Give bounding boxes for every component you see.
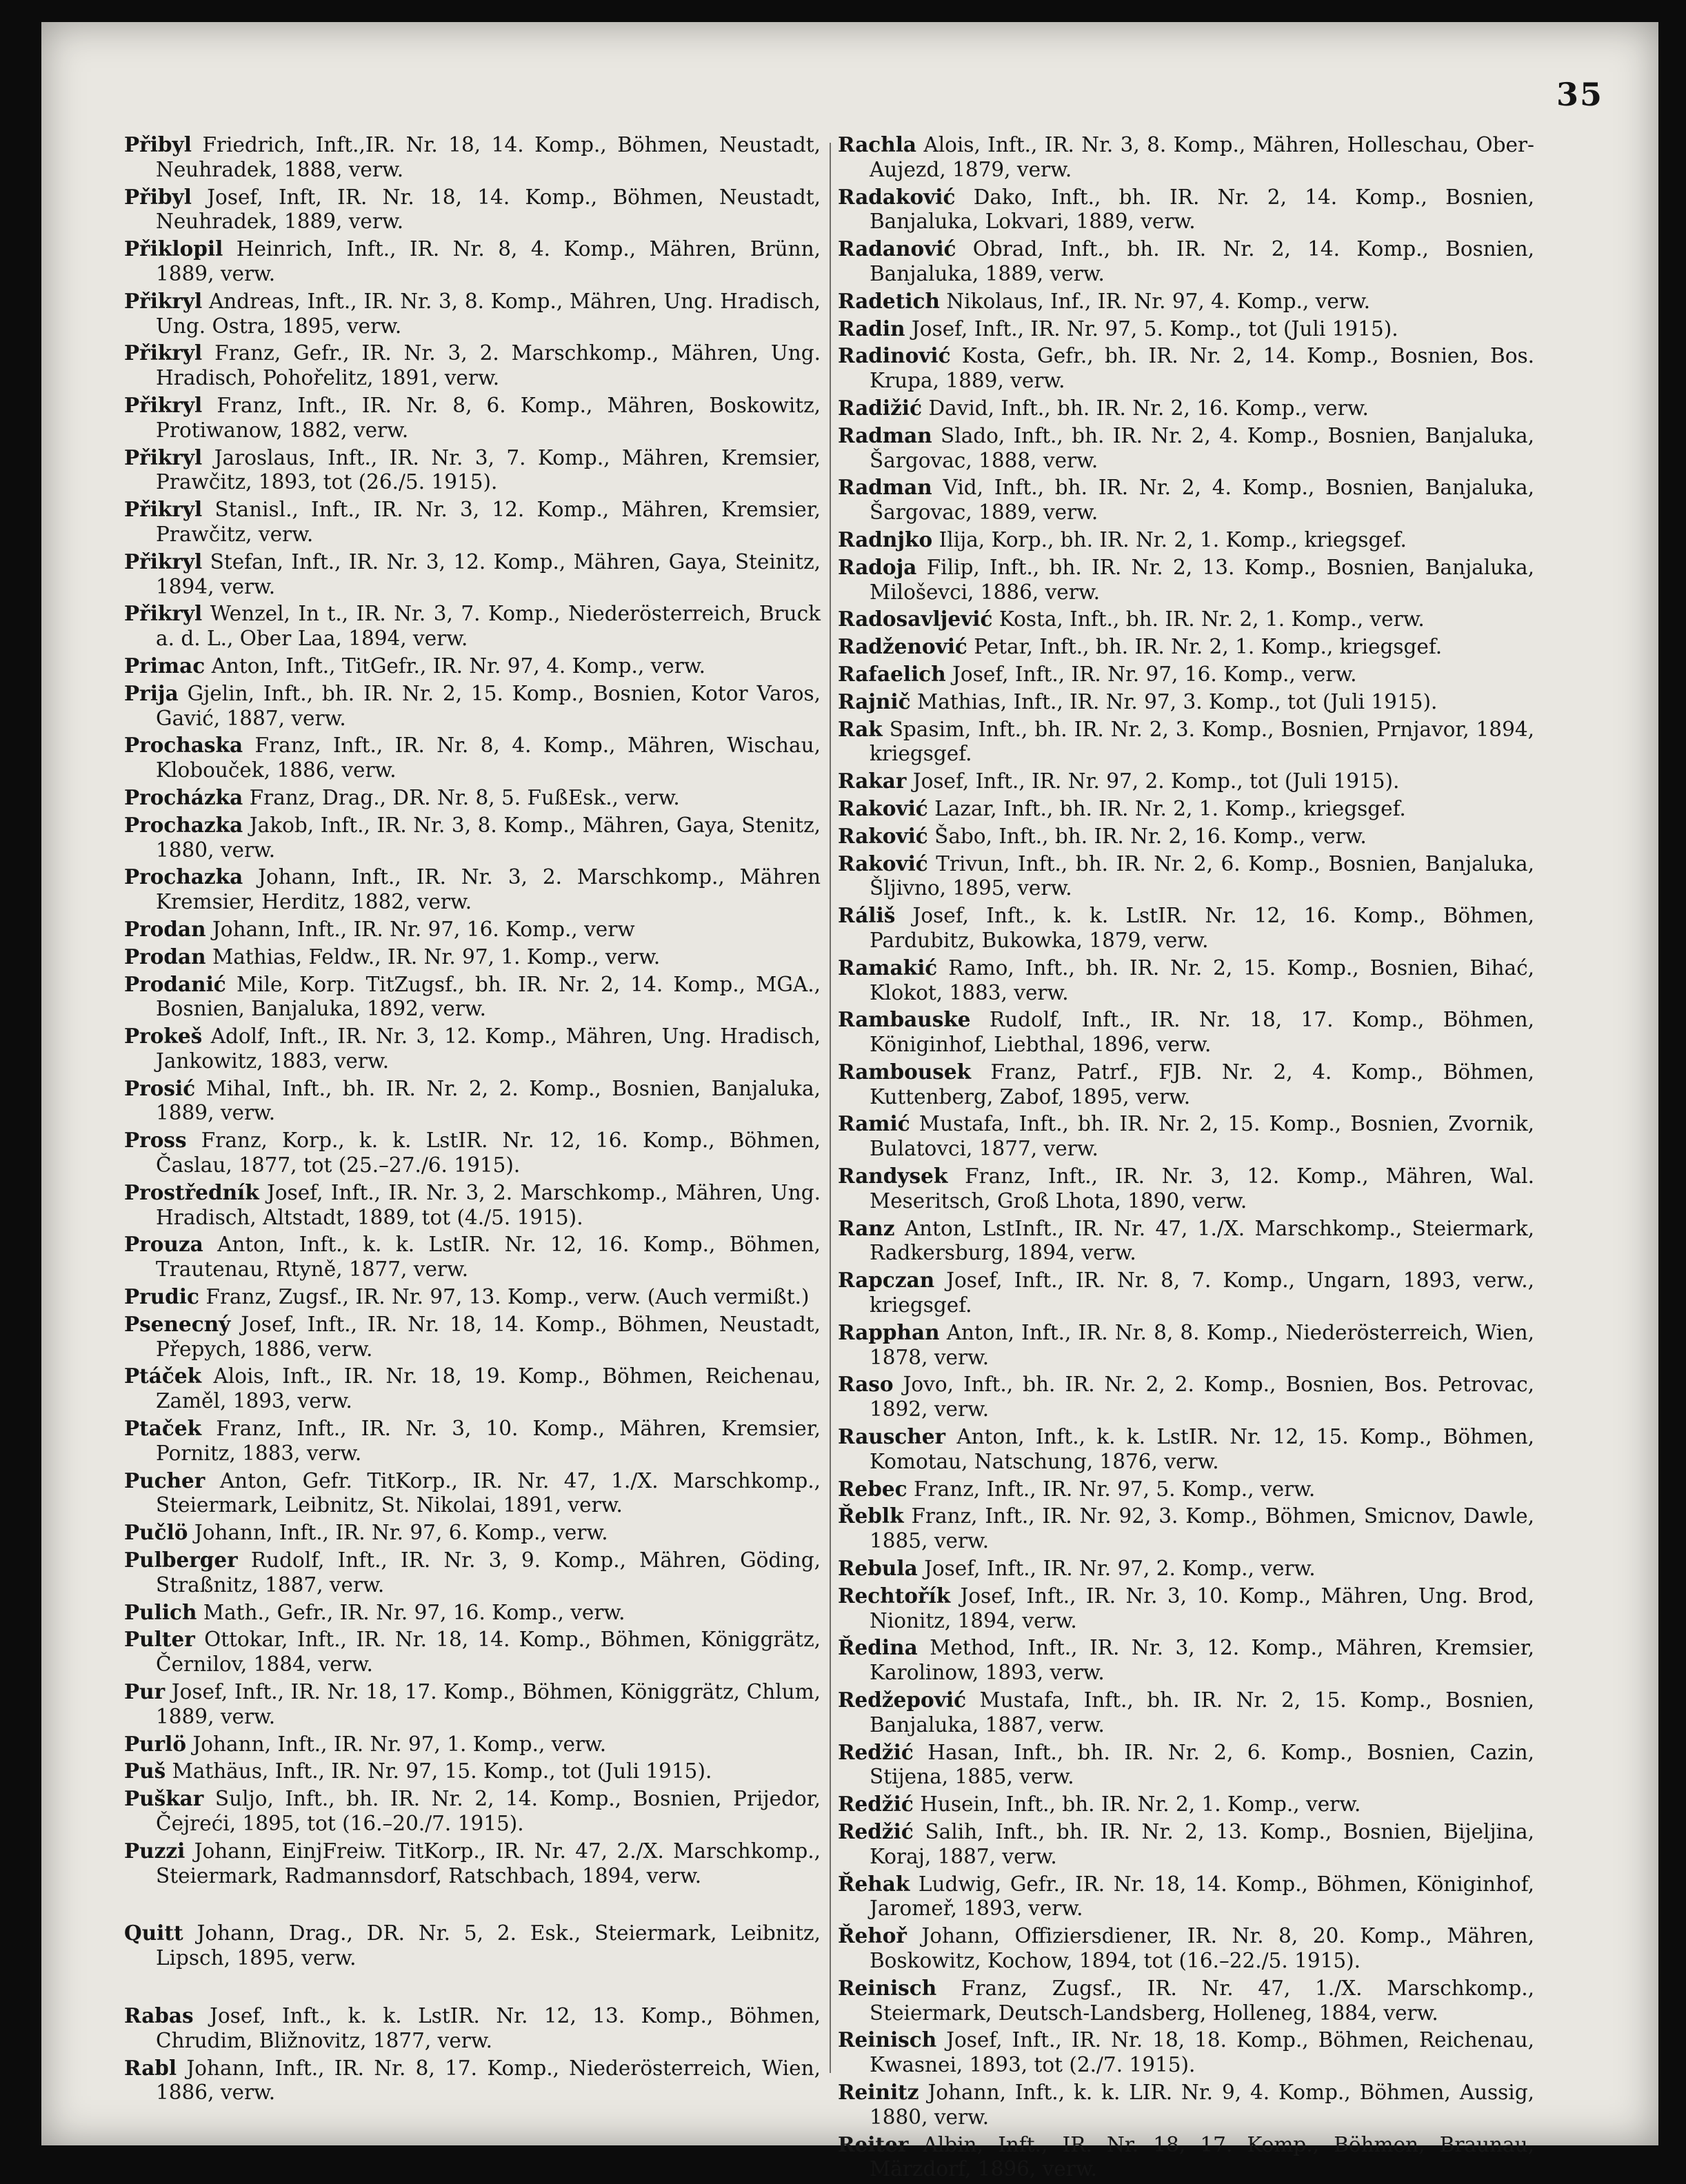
list-entry <box>838 689 1534 715</box>
entry-details: Ramo, Inft., bh. IR. Nr. 2, 15. Komp., Bosnien, Bihać, Klokot, 1883, verw. <box>870 956 1534 1004</box>
entry-details: Josef, Inft., k. k. LstIR. Nr. 12, 16. Komp., Böhmen, Pardubitz, Bukowka, 1879, verw. <box>870 904 1534 952</box>
entry-details: Franz, Patrf., FJB. Nr. 2, 4. Komp., Böhmen, Kuttenberg, Zabof, 1895, verw. <box>870 1060 1534 1109</box>
entry-surname: Raković <box>838 796 928 820</box>
entry-surname: Prouza <box>124 1232 203 1257</box>
entry-surname: Přikryl <box>124 392 203 417</box>
entry-surname: Radosavljević <box>838 607 993 631</box>
entry-details: Josef, Inft., IR. Nr. 18, 14. Komp., Böhmen, Neustadt, Přepych, 1886, verw. <box>156 1312 821 1361</box>
entry-details: Salih, Inft., bh. IR. Nr. 2, 13. Komp., Bosnien, Bijeljina, Koraj, 1887, verw. <box>870 1820 1534 1868</box>
list-entry <box>124 1921 821 1971</box>
left-column <box>124 132 821 2107</box>
list-entry <box>124 785 821 811</box>
entry-surname: Prudic <box>124 1284 199 1309</box>
list-entry <box>124 813 821 863</box>
entry-surname: Rabas <box>124 2003 194 2028</box>
list-entry <box>838 1111 1534 1162</box>
entry-details: Jovo, Inft., bh. IR. Nr. 2, 2. Komp., Bosnien, Bos. Petrovac, 1892, verw. <box>870 1373 1534 1422</box>
column-divider <box>830 143 831 2073</box>
entry-surname: Rebula <box>838 1556 918 1581</box>
entry-details: Franz, Inft., IR. Nr. 8, 6. Komp., Mähren, Boskowitz, Protiwanow, 1882, verw. <box>156 393 821 442</box>
entry-surname: Radman <box>838 475 932 500</box>
entry-details: Josef, Inft., IR. Nr. 97, 2. Komp., verw. <box>924 1557 1316 1581</box>
list-entry <box>124 2056 821 2106</box>
list-entry <box>124 1416 821 1466</box>
entry-surname: Radin <box>838 316 905 341</box>
entry-surname: Řehak <box>838 1871 910 1896</box>
entry-surname: Ředina <box>838 1635 918 1660</box>
entry-surname: Pulberger <box>124 1548 238 1573</box>
list-entry <box>124 1759 821 1784</box>
list-entry <box>838 2080 1534 2130</box>
list-entry <box>838 1923 1534 1974</box>
entry-details: Franz, Zugsf., IR. Nr. 47, 1./X. Marschkomp., Steiermark, Deutsch-Landsberg, Holleneg, 1884, verw. <box>870 1976 1534 2025</box>
list-entry <box>124 1284 821 1310</box>
entry-details: Alois, Inft., IR. Nr. 3, 8. Komp., Mähren, Holleschau, Ober-Aujezd, 1879, verw. <box>870 133 1534 181</box>
list-entry <box>838 527 1534 553</box>
entry-surname: Radaković <box>838 184 956 209</box>
list-entry <box>838 1819 1534 1870</box>
list-entry <box>124 549 821 600</box>
list-entry <box>124 601 821 651</box>
entry-details: Vid, Inft., bh. IR. Nr. 2, 4. Komp., Bosnien, Banjaluka, Šargovac, 1889, verw. <box>870 476 1534 525</box>
list-entry <box>124 1520 821 1546</box>
entry-details: Anton, Inft., IR. Nr. 8, 8. Komp., Niederösterreich, Wien, 1878, verw. <box>870 1320 1534 1369</box>
entry-details: Anton, Inft., k. k. LstIR. Nr. 12, 16. Komp., Böhmen, Trautenau, Rtyně, 1877, verw. <box>156 1233 821 1282</box>
entry-details: Wenzel, In t., IR. Nr. 3, 7. Komp., Niederösterreich, Bruck a. d. L., Ober Laa, 1894, verw. <box>156 602 821 651</box>
list-entry <box>838 1477 1534 1502</box>
entry-details: Filip, Inft., bh. IR. Nr. 2, 13. Komp., Bosnien, Banjaluka, Miloševci, 1886, verw. <box>870 555 1534 604</box>
entry-details: Josef, Inft, IR. Nr. 18, 14. Komp., Böhmen, Neustadt, Neuhradek, 1889, verw. <box>156 185 821 234</box>
entry-details: Johann, Drag., DR. Nr. 5, 2. Esk., Steiermark, Leibnitz, Lipsch, 1895, verw. <box>156 1921 821 1970</box>
entry-surname: Přikryl <box>124 497 203 522</box>
entry-surname: Rapphan <box>838 1320 940 1344</box>
list-entry <box>124 1024 821 1074</box>
entry-surname: Prokeš <box>124 1024 203 1049</box>
section-gap <box>124 1973 821 2003</box>
entry-details: Johann, Inft., IR. Nr. 97, 1. Komp., verw. <box>192 1732 607 1756</box>
entry-surname: Raković <box>838 851 928 876</box>
entry-surname: Rabl <box>124 2055 177 2080</box>
entry-details: Friedrich, Inft.,IR. Nr. 18, 14. Komp., Böhmen, Neustadt, Neuhradek, 1888, verw. <box>156 133 821 181</box>
entry-surname: Rajnič <box>838 689 911 714</box>
list-entry <box>838 475 1534 525</box>
entry-details: Johann, Inft., k. k. LIR. Nr. 9, 4. Komp., Böhmen, Aussig, 1880, verw. <box>870 2080 1534 2129</box>
entry-surname: Rafaelich <box>838 661 946 686</box>
entry-surname: Prochaska <box>124 733 243 758</box>
entry-surname: Přikryl <box>124 601 203 626</box>
entry-details: Josef, Inft., IR. Nr. 97, 2. Komp., tot (Juli 1915). <box>912 769 1400 793</box>
list-entry <box>124 917 821 942</box>
list-entry <box>838 555 1534 605</box>
entry-surname: Prodan <box>124 916 206 941</box>
entry-details: Alois, Inft., IR. Nr. 18, 19. Komp., Böhmen, Reichenau, Zaměl, 1893, verw. <box>156 1364 821 1413</box>
entry-details: Petar, Inft., bh. IR. Nr. 2, 1. Komp., kriegsgef. <box>974 635 1443 659</box>
list-entry <box>124 1627 821 1677</box>
list-entry <box>124 1548 821 1598</box>
list-entry <box>124 972 821 1022</box>
entry-details: Slado, Inft., bh. IR. Nr. 2, 4. Komp., Bosnien, Banjaluka, Šargovac, 1888, verw. <box>870 423 1534 472</box>
list-entry <box>838 1268 1534 1318</box>
list-entry <box>124 341 821 391</box>
entry-details: Johann, Inft., IR. Nr. 97, 16. Komp., verw <box>212 917 635 941</box>
entry-details: Josef, Inft., IR. Nr. 18, 17. Komp., Böhmen, Königgrätz, Chlum, 1889, verw. <box>156 1680 821 1728</box>
entry-details: Obrad, Inft., bh. IR. Nr. 2, 14. Komp., Bosnien, Banjaluka, 1889, verw. <box>870 237 1534 285</box>
list-entry <box>124 733 821 783</box>
entry-details: Heinrich, Inft., IR. Nr. 8, 4. Komp., Mähren, Brünn, 1889, verw. <box>156 237 821 285</box>
entry-details: Franz, Gefr., IR. Nr. 3, 2. Marschkomp., Mähren, Ung. Hradisch, Pohořelitz, 1891, verw. <box>156 341 821 390</box>
entry-surname: Prostředník <box>124 1180 259 1204</box>
list-entry <box>838 717 1534 767</box>
list-entry <box>838 851 1534 902</box>
entry-details: Husein, Inft., bh. IR. Nr. 2, 1. Komp., verw. <box>920 1792 1361 1817</box>
entry-details: Josef, Inft., IR. Nr. 3, 10. Komp., Mähren, Ung. Brod, Nionitz, 1894, verw. <box>870 1584 1534 1632</box>
entry-details: Stanisl., Inft., IR. Nr. 3, 12. Komp., Mähren, Kremsier, Prawčitz, verw. <box>156 498 821 546</box>
section-gap <box>124 1890 821 1921</box>
entry-details: Mile, Korp. TitZugsf., bh. IR. Nr. 2, 14. Komp., MGA., Bosnien, Banjaluka, 1892, verw. <box>156 972 821 1021</box>
list-entry <box>124 289 821 339</box>
entry-surname: Reinitz <box>838 2079 919 2104</box>
entry-surname: Randysek <box>838 1164 948 1189</box>
entry-surname: Prodan <box>124 944 206 969</box>
entry-details: Josef, Inft., k. k. LstIR. Nr. 12, 13. Komp., Böhmen, Chrudim, Bližnovitz, 1877, verw. <box>156 2003 821 2052</box>
entry-details: Hasan, Inft., bh. IR. Nr. 2, 6. Komp., Bosnien, Cazin, Stijena, 1885, verw. <box>870 1740 1534 1789</box>
entry-details: Franz, Inft., IR. Nr. 92, 3. Komp., Böhmen, Smicnov, Dawle, 1885, verw. <box>870 1504 1534 1553</box>
entry-surname: Radinović <box>838 343 951 368</box>
list-entry <box>838 343 1534 394</box>
entry-details: Anton, Gefr. TitKorp., IR. Nr. 47, 1./X. Marschkomp., Steiermark, Leibnitz, St. Nikolai, 1891, verw. <box>156 1468 821 1517</box>
entry-surname: Procházka <box>124 785 243 809</box>
list-entry <box>124 236 821 287</box>
entry-details: Rudolf, Inft., IR. Nr. 18, 17. Komp., Böhmen, Königinhof, Liebthal, 1896, verw. <box>870 1008 1534 1057</box>
list-entry <box>838 1372 1534 1422</box>
list-entry <box>838 903 1534 953</box>
list-entry <box>124 944 821 970</box>
list-entry <box>838 1872 1534 1922</box>
entry-details: Method, Inft., IR. Nr. 3, 12. Komp., Mähren, Kremsier, Karolinow, 1893, verw. <box>870 1636 1534 1685</box>
list-entry <box>124 185 821 235</box>
entry-details: Ottokar, Inft., IR. Nr. 18, 14. Komp., Böhmen, Königgrätz, Černilov, 1884, verw. <box>156 1628 821 1677</box>
entry-surname: Ráliš <box>838 903 896 928</box>
entry-surname: Rauscher <box>838 1424 946 1449</box>
document-page <box>41 22 1658 2181</box>
entry-surname: Redžepović <box>838 1688 967 1712</box>
entry-surname: Radman <box>838 423 932 447</box>
entry-surname: Prochazka <box>124 812 243 837</box>
entry-surname: Radnjko <box>838 527 933 552</box>
list-entry <box>838 185 1534 235</box>
entry-details: Ilija, Korp., bh. IR. Nr. 2, 1. Komp., kriegsgef. <box>939 527 1407 552</box>
entry-details: Franz, Zugsf., IR. Nr. 97, 13. Komp., verw. (Auch vermißt.) <box>205 1285 810 1309</box>
list-entry <box>838 289 1534 314</box>
list-entry <box>124 1076 821 1126</box>
list-entry <box>124 1312 821 1362</box>
entry-surname: Prodanić <box>124 971 226 996</box>
entry-details: Trivun, Inft., bh. IR. Nr. 2, 6. Komp., Bosnien, Banjaluka, Šljivno, 1895, verw. <box>870 851 1534 900</box>
entry-surname: Pulich <box>124 1599 197 1624</box>
entry-details: Johann, Inft., IR. Nr. 8, 17. Komp., Niederösterreich, Wien, 1886, verw. <box>156 2056 821 2105</box>
right-column <box>838 132 1534 2184</box>
list-entry <box>838 796 1534 822</box>
entry-details: Kosta, Gefr., bh. IR. Nr. 2, 14. Komp., Bosnien, Bos. Krupa, 1889, verw. <box>870 344 1534 393</box>
list-entry <box>838 1792 1534 1817</box>
entry-surname: Ptáček <box>124 1364 202 1388</box>
entry-details: Jaroslaus, Inft., IR. Nr. 3, 7. Komp., Mähren, Kremsier, Prawčitz, 1893, tot (26./5. 1915). <box>156 445 821 494</box>
entry-details: Anton, Inft., k. k. LstIR. Nr. 12, 15. Komp., Böhmen, Komotau, Natschung, 1876, verw. <box>870 1425 1534 1473</box>
entry-surname: Řeblk <box>838 1504 904 1528</box>
list-entry <box>838 1216 1534 1266</box>
entry-surname: Quitt <box>124 1921 183 1945</box>
entry-details: Albin, Inft., IR. Nr. 18, 17. Komp., Böhmen, Braunau, Märzdorf, 1896, verw. <box>870 2132 1534 2181</box>
entry-details: Math., Gefr., IR. Nr. 97, 16. Komp., verw. <box>203 1600 625 1624</box>
entry-details: Nikolaus, Inf., IR. Nr. 97, 4. Komp., verw. <box>946 289 1371 313</box>
list-entry <box>124 2003 821 2054</box>
list-entry <box>838 2132 1534 2183</box>
list-entry <box>124 1732 821 1757</box>
entry-details: Josef, Inft., IR. Nr. 3, 2. Marschkomp., Mähren, Ung. Hradisch, Altstadt, 1889, tot (4./5. 1915). <box>156 1180 821 1229</box>
entry-details: Mustafa, Inft., bh. IR. Nr. 2, 15. Komp., Bosnien, Zvornik, Bulatovci, 1877, verw. <box>870 1112 1534 1161</box>
list-entry <box>838 1635 1534 1686</box>
entry-surname: Ptaček <box>124 1416 202 1441</box>
entry-details: Šabo, Inft., bh. IR. Nr. 2, 16. Komp., verw. <box>934 824 1367 848</box>
list-entry <box>838 607 1534 632</box>
entry-details: Jakob, Inft., IR. Nr. 3, 8. Komp., Mähren, Gaya, Stenitz, 1880, verw. <box>156 813 821 862</box>
list-entry <box>124 132 821 183</box>
entry-details: Franz, Korp., k. k. LstIR. Nr. 12, 16. Komp., Böhmen, Časlau, 1877, tot (25.–27./6. 1915). <box>156 1129 821 1177</box>
entry-surname: Ramakić <box>838 955 938 980</box>
list-entry <box>124 654 821 679</box>
entry-surname: Rachla <box>838 132 917 156</box>
list-entry <box>838 1424 1534 1475</box>
list-entry <box>838 1556 1534 1581</box>
entry-details: Andreas, Inft., IR. Nr. 3, 8. Komp., Mähren, Ung. Hradisch, Ung. Ostra, 1895, verw. <box>156 289 821 338</box>
list-entry <box>124 497 821 547</box>
entry-surname: Pross <box>124 1128 187 1153</box>
page-number: 35 <box>1556 76 1603 113</box>
list-entry <box>838 1688 1534 1738</box>
list-entry <box>838 423 1534 474</box>
entry-details: Spasim, Inft., bh. IR. Nr. 2, 3. Komp., Bosnien, Prnjavor, 1894, kriegsgef. <box>870 717 1534 766</box>
entry-surname: Reinisch <box>838 2028 937 2052</box>
entry-surname: Rak <box>838 716 883 741</box>
entry-surname: Pur <box>124 1679 165 1704</box>
list-entry <box>838 824 1534 849</box>
entry-details: Mihal, Inft., bh. IR. Nr. 2, 2. Komp., Bosnien, Banjaluka, 1889, verw. <box>156 1076 821 1125</box>
entry-surname: Reinisch <box>838 1975 937 2000</box>
list-entry <box>124 1839 821 1889</box>
entry-details: Franz, Inft., IR. Nr. 3, 10. Komp., Mähren, Kremsier, Pornitz, 1883, verw. <box>156 1417 821 1465</box>
list-entry <box>124 1180 821 1231</box>
list-entry <box>838 1007 1534 1058</box>
list-entry <box>124 1468 821 1519</box>
list-entry <box>838 1060 1534 1110</box>
entry-details: Stefan, Inft., IR. Nr. 3, 12. Komp., Mähren, Gaya, Steinitz, 1894, verw. <box>156 549 821 598</box>
entry-details: Mathäus, Inft., IR. Nr. 97, 15. Komp., tot (Juli 1915). <box>172 1759 712 1783</box>
entry-details: Rudolf, Inft., IR. Nr. 3, 9. Komp., Mähren, Göding, Straßnitz, 1887, verw. <box>156 1548 821 1597</box>
entry-surname: Přikryl <box>124 288 203 313</box>
list-entry <box>838 396 1534 421</box>
list-entry <box>838 1164 1534 1214</box>
list-entry <box>838 1584 1534 1634</box>
entry-details: Franz, Drag., DR. Nr. 8, 5. FußEsk., verw. <box>249 785 680 809</box>
entry-surname: Radetich <box>838 288 940 313</box>
entry-surname: Řehoř <box>838 1923 907 1948</box>
entry-details: Gjelin, Inft., bh. IR. Nr. 2, 15. Komp., Bosnien, Kotor Varos, Gavić, 1887, verw. <box>156 681 821 730</box>
list-entry <box>124 1600 821 1626</box>
entry-details: Anton, LstInft., IR. Nr. 47, 1./X. Marschkomp., Steiermark, Radkersburg, 1894, verw. <box>870 1216 1534 1265</box>
list-entry <box>124 1786 821 1837</box>
entry-details: Franz, Inft., IR. Nr. 8, 4. Komp., Mähren, Wischau, Klobouček, 1886, verw. <box>156 734 821 782</box>
list-entry <box>124 1364 821 1414</box>
list-entry <box>124 445 821 496</box>
entry-surname: Pucher <box>124 1468 205 1493</box>
entry-surname: Ramić <box>838 1111 910 1136</box>
list-entry <box>838 2028 1534 2078</box>
list-entry <box>838 132 1534 183</box>
entry-details: Josef, Inft., IR. Nr. 97, 5. Komp., tot (Juli 1915). <box>911 316 1398 341</box>
list-entry <box>838 634 1534 660</box>
entry-details: Kosta, Inft., bh. IR. Nr. 2, 1. Komp., verw. <box>998 607 1425 631</box>
list-entry <box>124 681 821 731</box>
entry-surname: Radoja <box>838 554 917 579</box>
entry-surname: Radženović <box>838 634 967 659</box>
entry-surname: Rambauske <box>838 1007 971 1032</box>
entry-surname: Přikryl <box>124 445 203 469</box>
entry-surname: Ranz <box>838 1215 895 1240</box>
entry-surname: Raso <box>838 1372 894 1397</box>
entry-surname: Raković <box>838 823 928 848</box>
entry-details: David, Inft., bh. IR. Nr. 2, 16. Komp., verw. <box>928 396 1369 420</box>
entry-details: Franz, Inft., IR. Nr. 3, 12. Komp., Mähren, Wal. Meseritsch, Groß Lhota, 1890, verw. <box>870 1164 1534 1213</box>
list-entry <box>838 1320 1534 1371</box>
entry-surname: Rakar <box>838 769 907 793</box>
list-entry <box>838 956 1534 1006</box>
entry-surname: Přiklopil <box>124 236 223 261</box>
entry-surname: Přikryl <box>124 341 203 365</box>
entry-details: Anton, Inft., TitGefr., IR. Nr. 97, 4. Komp., verw. <box>211 654 705 678</box>
entry-surname: Primac <box>124 653 205 678</box>
entry-surname: Prija <box>124 680 179 705</box>
entry-surname: Přikryl <box>124 549 203 574</box>
entry-surname: Puzzi <box>124 1838 185 1863</box>
entry-surname: Redžić <box>838 1739 914 1764</box>
entry-details: Dako, Inft., bh. IR. Nr. 2, 14. Komp., Bosnien, Banjaluka, Lokvari, 1889, verw. <box>870 185 1534 234</box>
list-entry <box>124 393 821 443</box>
entry-surname: Purlö <box>124 1731 187 1756</box>
entry-surname: Přibyl <box>124 184 192 209</box>
entry-surname: Přibyl <box>124 132 192 156</box>
entry-details: Franz, Inft., IR. Nr. 97, 5. Komp., verw. <box>914 1477 1316 1501</box>
list-entry <box>124 1232 821 1282</box>
entry-surname: Rapczan <box>838 1268 935 1293</box>
entry-surname: Puš <box>124 1759 166 1783</box>
entry-details: Josef, Inft., IR. Nr. 97, 16. Komp., verw. <box>952 662 1357 686</box>
entry-surname: Prochazka <box>124 865 243 889</box>
entry-details: Lazar, Inft., bh. IR. Nr. 2, 1. Komp., kriegsgef. <box>934 796 1406 820</box>
list-entry <box>124 865 821 915</box>
entry-details: Mustafa, Inft., bh. IR. Nr. 2, 15. Komp., Bosnien, Banjaluka, 1887, verw. <box>870 1688 1534 1737</box>
entry-details: Johann, Inft., IR. Nr. 97, 6. Komp., verw. <box>194 1521 608 1545</box>
entry-surname: Redžić <box>838 1792 914 1817</box>
entry-details: Johann, Offiziersdiener, IR. Nr. 8, 20. Komp., Mähren, Boskowitz, Kochow, 1894, tot (16.–22./5. 1915). <box>870 1924 1534 1972</box>
entry-surname: Rechtořík <box>838 1583 951 1608</box>
entry-surname: Rebec <box>838 1476 907 1501</box>
entry-surname: Prosić <box>124 1075 196 1100</box>
entry-surname: Pulter <box>124 1627 195 1652</box>
entry-surname: Reiter <box>838 2132 909 2156</box>
list-entry <box>838 769 1534 794</box>
entry-details: Mathias, Feldw., IR. Nr. 97, 1. Komp., verw. <box>212 944 661 969</box>
list-entry <box>838 1976 1534 2026</box>
entry-details: Josef, Inft., IR. Nr. 8, 7. Komp., Ungarn, 1893, verw., kriegsgef. <box>870 1268 1534 1317</box>
entry-details: Johann, EinjFreiw. TitKorp., IR. Nr. 47, 2./X. Marschkomp., Steiermark, Radmannsdorf, Ratschbach, 1894, verw. <box>156 1839 821 1888</box>
entry-surname: Psenecný <box>124 1311 231 1336</box>
list-entry <box>838 236 1534 287</box>
entry-surname: Redžić <box>838 1819 914 1843</box>
entry-details: Adolf, Inft., IR. Nr. 3, 12. Komp., Mähren, Ung. Hradisch, Jankowitz, 1883, verw. <box>156 1024 821 1073</box>
entry-details: Mathias, Inft., IR. Nr. 97, 3. Komp., tot (Juli 1915). <box>917 689 1438 714</box>
entry-details: Josef, Inft., IR. Nr. 18, 18. Komp., Böhmen, Reichenau, Kwasnei, 1893, tot (2./7. 1915). <box>870 2028 1534 2077</box>
list-entry <box>838 316 1534 342</box>
entry-surname: Radanović <box>838 236 956 261</box>
entry-surname: Rambousek <box>838 1059 972 1084</box>
list-entry <box>838 662 1534 687</box>
list-entry <box>838 1740 1534 1790</box>
entry-details: Ludwig, Gefr., IR. Nr. 18, 14. Komp., Böhmen, Königinhof, Jaromeř, 1893, verw. <box>870 1872 1534 1921</box>
list-entry <box>124 1128 821 1178</box>
entry-details: Johann, Inft., IR. Nr. 3, 2. Marschkomp., Mähren Kremsier, Herditz, 1882, verw. <box>156 865 821 914</box>
entry-surname: Radižić <box>838 395 923 420</box>
entry-details: Suljo, Inft., bh. IR. Nr. 2, 14. Komp., Bosnien, Prijedor, Čejreći, 1895, tot (16.–20./7. 1915). <box>156 1787 821 1835</box>
list-entry <box>124 1679 821 1730</box>
entry-surname: Pučlö <box>124 1520 188 1545</box>
list-entry <box>838 1504 1534 1554</box>
entry-surname: Puškar <box>124 1786 204 1811</box>
